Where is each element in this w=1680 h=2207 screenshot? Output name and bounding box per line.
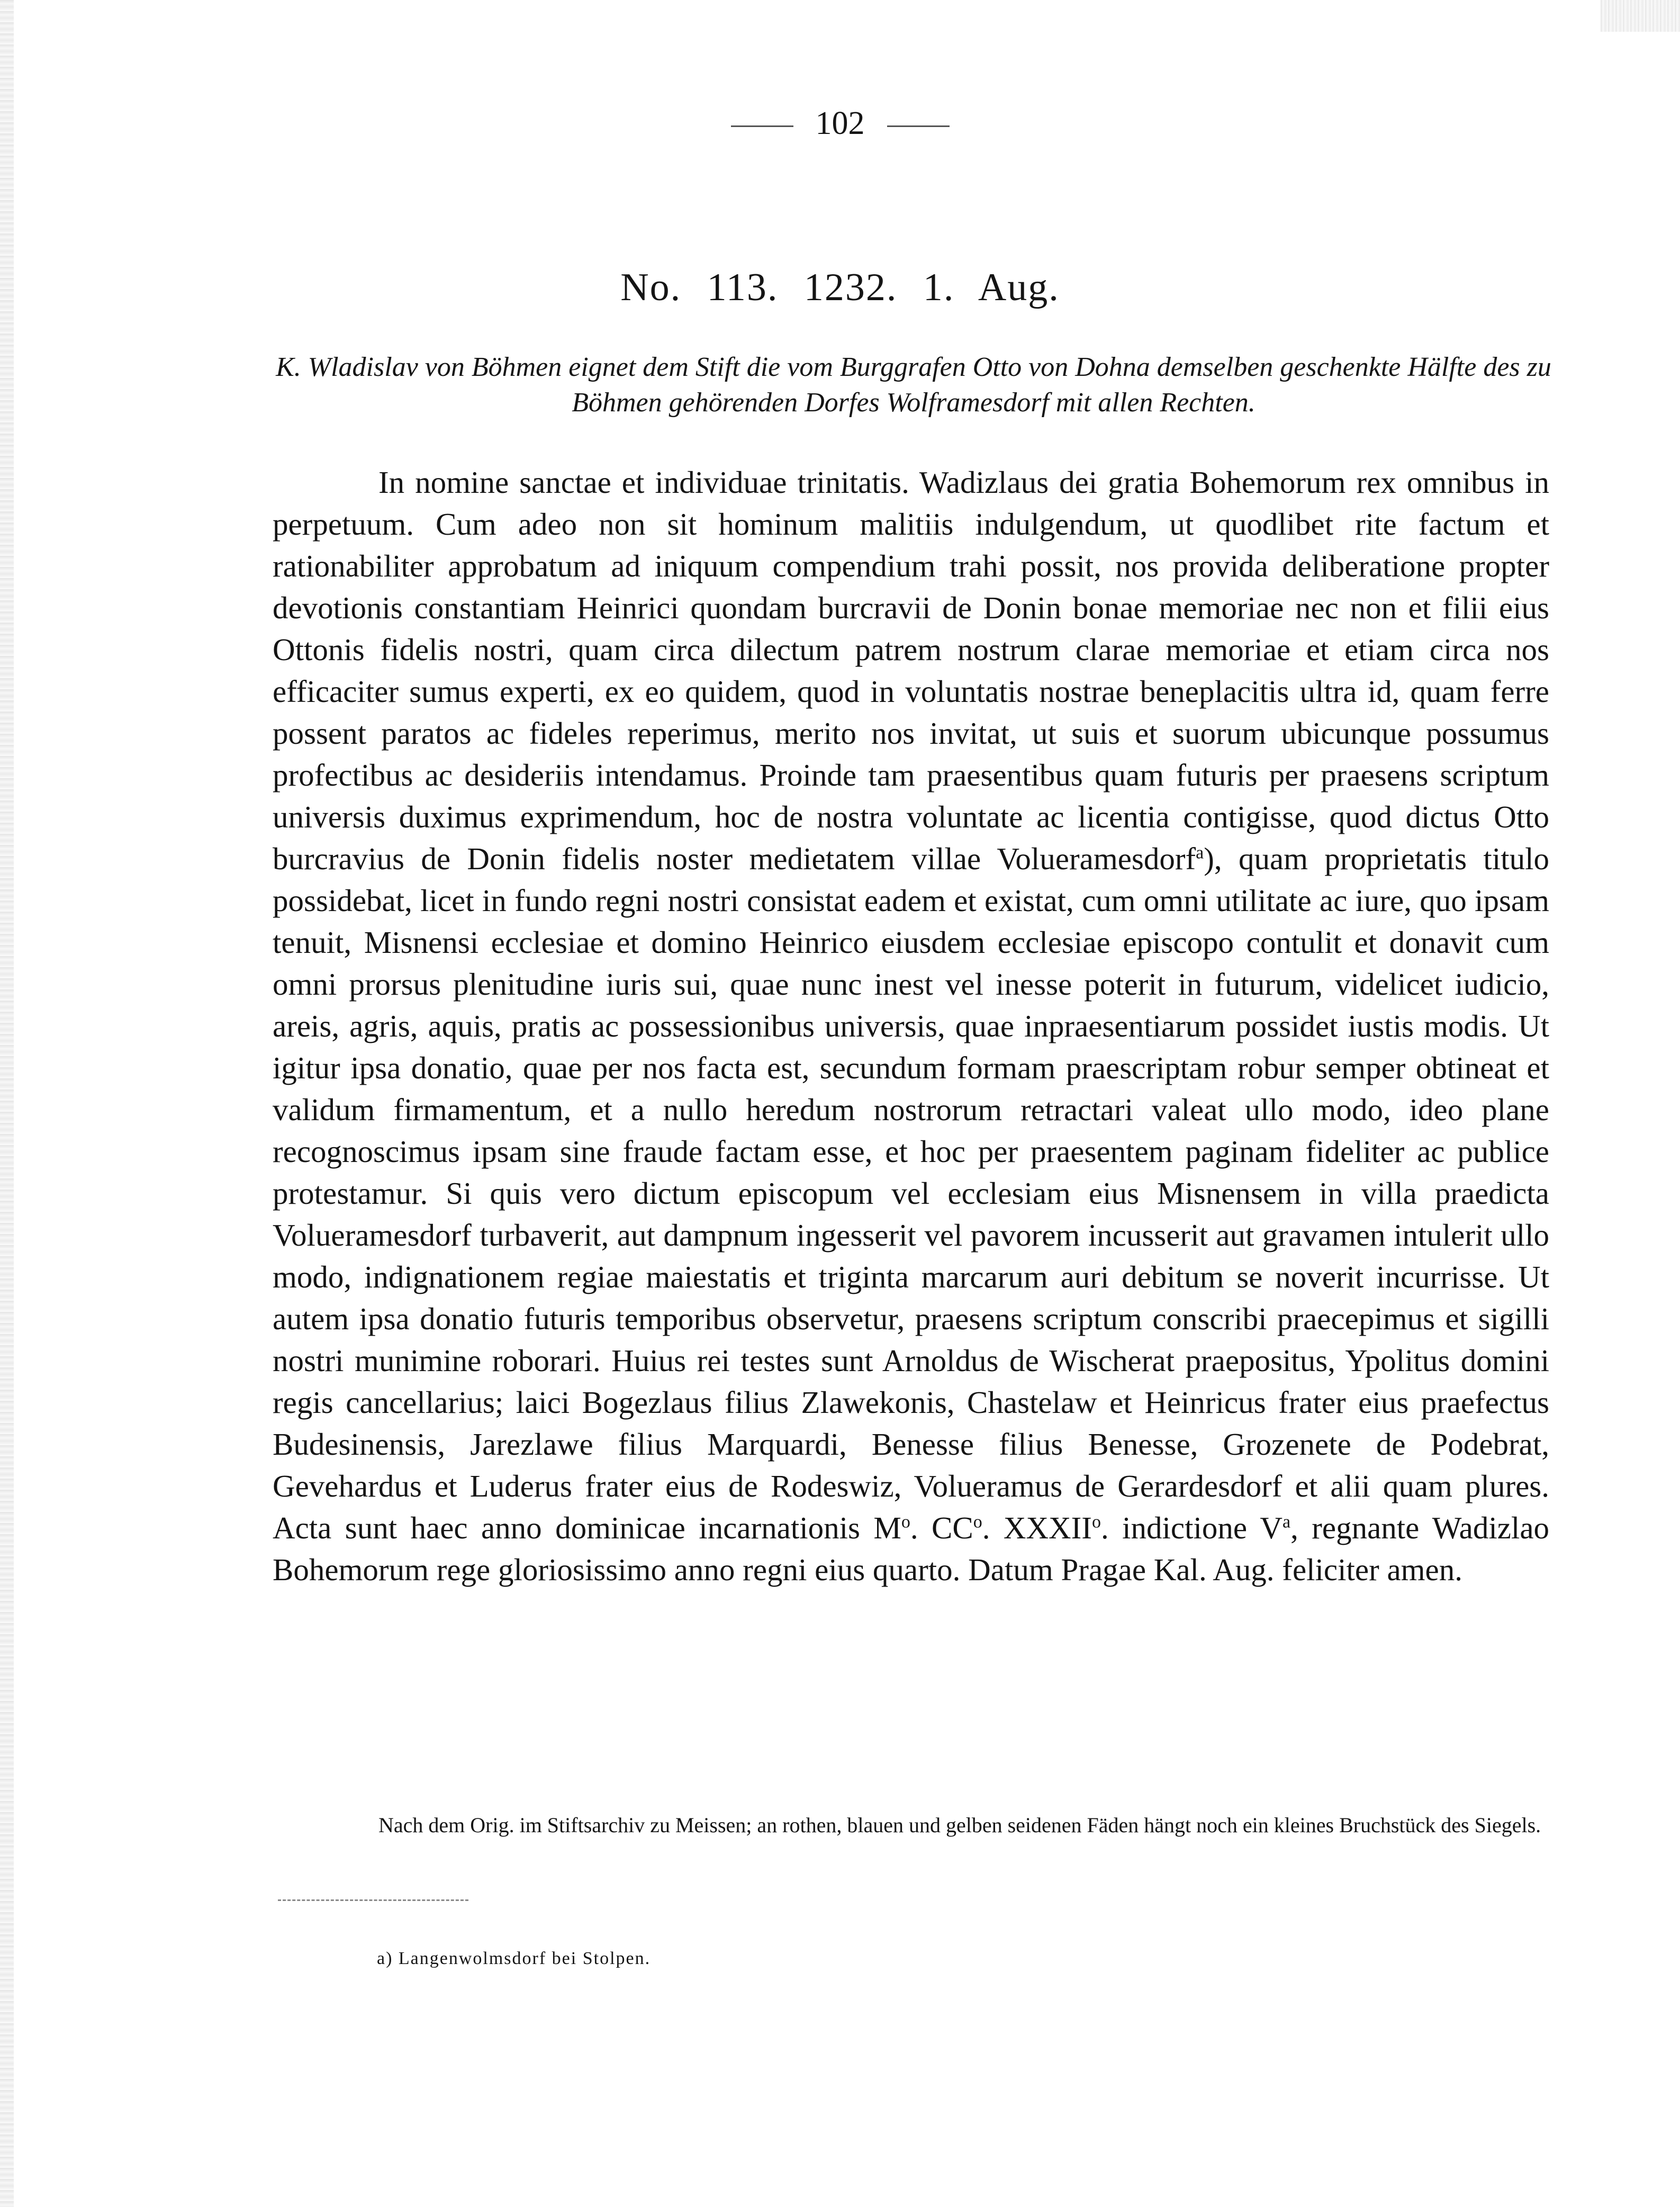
page-number-right-rule — [887, 125, 950, 127]
document-body — [273, 462, 1549, 1591]
page-number-left-rule — [731, 125, 793, 127]
body-text-part-2: ), quam proprietatis titulo possidebat, licet in fundo regni nostri consistat eadem et existat, cum omni utilitate ac iure, quo ipsam tenuit, Misnensi ecclesiae et domino Heinrico eiusdem ecclesiae episcopo contulit et donavit cum omni prorsus plenitudine iuris sui, quae nunc inest vel inesse poterit in futurum, videlicet iudicio, areis, agris, aquis, pratis ac possessionibus universis, quae inpraesentiarum possidet iustis modis. Ut igitur ipsa donatio, quae per nos facta est, secundum formam praescriptam robur semper obtineat et validum firmamentum, et a nullo heredum nostrorum retractari valeat ullo modo, ideo plane recognoscimus ipsam sine fraude factam esse, et hoc per praesentem paginam fideliter ac publice protestamur. Si quis vero dictum episcopum vel ecclesiam eius Misnensem in villa praedicta Volueramesdorf turbaverit, aut dampnum ingesserit vel pavorem incusserit aut gravamen intulerit ullo modo, indignationem regiae maiestatis et triginta marcarum auri debitum se noverit incurrisse. Ut autem ipsa donatio futuris temporibus observetur, praesens scriptum conscribi praecepimus et sigilli nostri munimine roborari. Huius rei testes sunt Arnoldus de Wischerat praepositus, Ypolitus domini regis cancellarius; laici Bogezlaus filius Zlawekonis, Chastelaw et Heinricus frater eius praefectus Budesinensis, Jarezlawe filius Marquardi, Benesse filius Benesse, Grozenete de Podebrat, Gevehardus et Luderus frater eius de Rodeswiz, Volueramus de Gerardesdorf et alii quam plures. Acta sunt haec anno dominicae incarnationis M — [273, 841, 1549, 1545]
page-number: 102 — [815, 105, 865, 141]
page-number-line — [0, 105, 1680, 142]
footnote: a) Langenwolmsdorf bei Stolpen. — [377, 1949, 651, 1968]
scan-edge-top — [1601, 0, 1680, 32]
superscript-o-1: o — [901, 1512, 910, 1532]
scan-edge-left — [0, 0, 14, 2207]
superscript-o-3: o — [1091, 1512, 1101, 1532]
document-heading: No. 113. 1232. 1. Aug. — [620, 266, 1060, 309]
body-text-part-3: . CC — [910, 1510, 973, 1545]
body-text-part-5: . indictione V — [1100, 1510, 1283, 1545]
superscript-a: a — [1282, 1512, 1291, 1532]
archival-note: Nach dem Orig. im Stiftsarchiv zu Meissen; an rothen, blauen und gelben seidenen Fäden hängt noch ein kleines Bruchstück des Siegels. — [378, 1813, 1541, 1837]
body-text-part-4: . XXXII — [982, 1510, 1092, 1545]
document-summary: K. Wladislav von Böhmen eignet dem Stift die vom Burggrafen Otto von Dohna demselben geschenkte Hälfte des zu Böhmen gehörenden Dorfes Wolframesdorf mit allen Rechten. — [276, 352, 1551, 418]
footnote-marker: a — [1196, 843, 1204, 863]
body-text-part-6: , regnante Wadizlao Bohemorum rege gloriosissimo anno regni eius quarto. Datum Pragae Kal. Aug. feliciter amen. — [273, 1510, 1550, 1587]
footnote-divider — [278, 1899, 468, 1901]
superscript-o-2: o — [973, 1512, 982, 1532]
body-text-part-1: In nomine sanctae et individuae trinitatis. Wadizlaus dei gratia Bohemorum rex omnibus in perpetuum. Cum adeo non sit hominum malitiis indulgendum, ut quodlibet rite factum et rationabiliter approbatum ad iniquum compendium trahi possit, nos provida deliberatione propter devotionis constantiam Heinrici quondam burcravii de Donin bonae memoriae nec non et filii eius Ottonis fidelis nostri, quam circa dilectum patrem nostrum clarae memoriae et etiam circa nos efficaciter sumus experti, ex eo quidem, quod in voluntatis nostrae beneplacitis ultra id, quam ferre possent paratos ac fideles reperimus, merito nos invitat, ut suis et suorum ubicunque possumus profectibus ac desideriis intendamus. Proinde tam praesentibus quam futuris per praesens scriptum universis duximus exprimendum, hoc de nostra voluntate ac licentia contigisse, quod dictus Otto burcravius de Donin fidelis noster medietatem villae Volueramesdorf — [273, 465, 1549, 876]
